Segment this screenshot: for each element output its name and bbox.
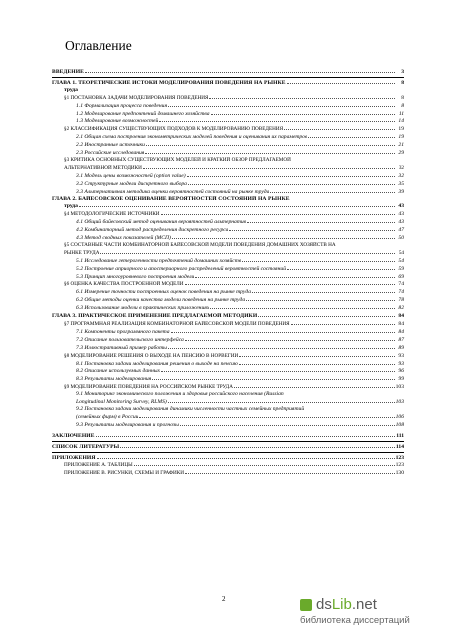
toc-entry-title: ГЛАВА 3. ПРАКТИЧЕСКОЕ ПРИМЕНЕНИЕ ПРЕДЛАГАЕМОЙ МЕТОДИКИ <box>52 313 258 320</box>
toc-entry-page: 47 <box>398 227 404 234</box>
toc-leader-dots <box>270 188 395 193</box>
toc-leader-dots <box>308 133 395 138</box>
toc-entry[interactable] <box>52 202 404 210</box>
toc-entry-title: 6.1 Измерение точности построенных оценок поведения на рынке труда <box>76 289 251 296</box>
toc-entry-title: ВВЕДЕНИЕ <box>52 69 85 75</box>
toc-entry-title: 1.2 Моделирование предпочтений домашнего хозяйства <box>76 110 210 117</box>
toc-entry-page: 82 <box>398 305 404 312</box>
toc-entry-page: 84 <box>398 328 404 335</box>
toc-leader-dots <box>234 383 395 388</box>
toc-entry[interactable] <box>52 398 404 406</box>
book-icon <box>300 599 312 611</box>
toc-entry-title: РЫНКЕ ТРУДА <box>64 249 100 256</box>
toc-entry-page: 93 <box>398 352 404 359</box>
toc-entry-title: ГЛАВА 1. ТЕОРЕТИЧЕСКИЕ ИСТОКИ МОДЕЛИРОВАНИЯ ПОВЕДЕНИЯ НА РЫНКЕ <box>52 79 286 86</box>
toc-leader-dots <box>168 344 395 349</box>
toc-entry[interactable] <box>52 383 404 391</box>
toc-entry-title: §4 МЕТОДОЛОГИЧЕСКИЕ ИСТОЧНИКИ <box>64 211 160 218</box>
toc-entry[interactable] <box>52 242 404 249</box>
toc-entry[interactable] <box>52 164 404 172</box>
toc-entry[interactable] <box>52 375 404 383</box>
toc-entry[interactable] <box>52 336 404 344</box>
toc-entry[interactable] <box>52 133 404 141</box>
toc-leader-dots <box>247 218 395 223</box>
toc-entry[interactable] <box>52 304 404 312</box>
toc-leader-dots <box>195 273 395 278</box>
toc-entry-title: §8 МОДЕЛИРОВАНИЕ РЕШЕНИЯ О ВЫХОДЕ НА ПЕНСИЮ В НОРВЕГИИ <box>64 352 239 359</box>
toc-entry-page: 43 <box>398 211 404 218</box>
toc-entry-title: 9.1 Мониторинг экономического положения и здоровья российского населения (Russian <box>76 391 284 398</box>
toc-entry-title: труда <box>64 86 78 93</box>
toc-leader-dots <box>246 296 395 301</box>
toc-entry-page: 39 <box>398 188 404 195</box>
toc-entry-title: ПРИЛОЖЕНИЯ <box>52 454 96 461</box>
toc-entry-page: 19 <box>398 126 404 133</box>
toc-entry-page: 8 <box>401 94 404 101</box>
toc-entry[interactable] <box>52 149 404 157</box>
toc-entry[interactable] <box>52 352 404 360</box>
toc-entry-title: §9 МОДЕЛИРОВАНИЕ ПОВЕДЕНИЯ НА РОССИЙСКОМ РЫНКЕ ТРУДА <box>64 384 233 391</box>
toc-entry-page: 130 <box>395 470 404 477</box>
toc-entry-page: 59 <box>398 265 404 272</box>
toc-entry-title: 7.2 Описание пользовательского интерфейса <box>76 336 184 343</box>
toc-entry[interactable] <box>52 218 404 226</box>
toc-entry-title: 5.2 Построение априорного и апостериорного распределений вероятностей состояний <box>76 265 287 272</box>
toc-entry-page: 29 <box>398 150 404 157</box>
toc-entry-page: 32 <box>398 164 404 171</box>
toc-entry-page: 43 <box>398 219 404 226</box>
toc-entry-title: 8.2 Описание используемых данных <box>76 368 160 375</box>
toc-leader-dots <box>159 117 395 122</box>
toc-entry[interactable] <box>52 406 404 413</box>
toc-entry[interactable] <box>52 180 404 188</box>
toc-entry-page: 78 <box>398 297 404 304</box>
toc-entry[interactable] <box>52 102 404 110</box>
toc-entry[interactable] <box>52 391 404 398</box>
toc-entry-title: 4.1 Общий байесовский метод оценивания вероятностей альтернатив <box>76 219 247 226</box>
toc-entry-page: 54 <box>398 249 404 256</box>
toc-entry-title: 3.3 Альтернативная методика оценки вероятностей состояний на рынке труда <box>76 188 270 195</box>
watermark-tagline: библиотека диссертаций <box>300 615 410 626</box>
toc-entry[interactable] <box>52 94 404 102</box>
toc-entry-title: §3 КРИТИКА ОСНОВНЫХ СУЩЕСТВУЮЩИХ МОДЕЛЕЙ И КРАТКИЙ ОБЗОР ПРЕДЛАГАЕМОЙ <box>64 156 291 163</box>
toc-entry-page: 114 <box>395 443 404 450</box>
toc-leader-dots <box>242 257 395 262</box>
toc-entry[interactable] <box>52 265 404 273</box>
toc-entry-page: 32 <box>398 172 404 179</box>
toc-entry-page: 108 <box>395 421 404 428</box>
toc-entry-page: 43 <box>398 203 404 210</box>
toc-leader-dots <box>287 79 395 84</box>
toc-leader-dots <box>171 328 395 333</box>
toc-divider <box>52 441 404 442</box>
toc-entry[interactable] <box>52 421 404 429</box>
toc-leader-dots <box>211 110 395 115</box>
toc-entry-title: §5 СОСТАВНЫЕ ЧАСТИ КОМБИНАТОРНОЙ БАЙЕСОВСКОЙ МОДЕЛИ ПОВЕДЕНИЯ ДОМАШНИХ ХОЗЯЙСТВ НА <box>64 241 336 248</box>
toc-entry-page: 21 <box>398 142 404 149</box>
toc-entry[interactable] <box>52 328 404 336</box>
toc-leader-dots <box>161 367 395 372</box>
toc-entry-page: 111 <box>396 432 404 439</box>
toc-entry-title: 2.1 Общая схема построения эконометрических моделей поведения и оценивания их параметров <box>76 134 308 141</box>
toc-leader-dots <box>258 312 395 317</box>
toc-leader-dots <box>291 320 395 325</box>
toc-entry[interactable] <box>52 443 404 451</box>
toc-entry[interactable] <box>52 249 404 257</box>
toc-entry[interactable] <box>52 141 404 149</box>
toc-entry-title: 3.2 Структурные модели дискретного выбора <box>76 180 187 187</box>
toc-entry-title: §7 ПРОГРАММНАЯ РЕАЛИЗАЦИЯ КОМБИНАТОРНОЙ БАЙЕСОВСКОЙ МОДЕЛИ ПОВЕДЕНИЯ <box>64 321 290 327</box>
toc-entry-page: 103 <box>395 384 404 391</box>
toc-entry-title: ГЛАВА 2. БАЙЕСОВСКОЕ ОЦЕНИВАНИЕ ВЕРОЯТНОСТЕЙ СОСТОЯНИЙ НА РЫНКЕ <box>52 195 290 202</box>
toc-leader-dots <box>152 375 395 380</box>
toc-entry[interactable] <box>52 296 404 304</box>
toc-entry-page: 123 <box>395 462 404 469</box>
toc-leader-dots <box>145 149 395 154</box>
toc-divider <box>52 452 404 453</box>
toc-entry[interactable] <box>52 280 404 288</box>
toc-entry-page: 19 <box>398 134 404 141</box>
toc-entry-page: 87 <box>398 336 404 343</box>
watermark-brand: dsLib.net <box>316 596 377 613</box>
toc-entry-title: СПИСОК ЛИТЕРАТУРЫ <box>52 443 120 450</box>
toc-leader-dots <box>85 68 395 73</box>
toc-entry-page: 89 <box>398 344 404 351</box>
toc-entry-page: 8 <box>401 102 404 109</box>
toc-entry-page: 84 <box>398 313 404 320</box>
toc-entry-page: 3 <box>401 69 404 75</box>
toc-entry-title: 5.3 Принцип многоуровневого построения модели <box>76 273 195 280</box>
toc-leader-dots <box>97 454 395 459</box>
toc-entry-title: 5.1 Исследование гетерогенности предпочтений домашних хозяйств <box>76 257 242 264</box>
toc-leader-dots <box>209 94 395 99</box>
toc-entry[interactable] <box>52 196 404 203</box>
toc-entry[interactable] <box>52 234 404 242</box>
toc-entry-title: 4.2 Комбинаторный метод распределения дискретного ресурса <box>76 227 229 234</box>
toc-entry-title: Longitudinal Monitoring Survey, RLMS) <box>76 399 167 406</box>
toc-leader-dots <box>120 443 395 448</box>
toc-entry-title: 2.3 Российские исследования <box>76 150 145 157</box>
toc-leader-dots <box>284 125 395 130</box>
toc-entry-title: 7.1 Компоненты программного пакета <box>76 328 170 335</box>
toc-entry-page: 84 <box>398 321 404 327</box>
toc-entry-title: (семейных фирм) в России <box>76 413 139 420</box>
toc-entry[interactable] <box>52 79 404 87</box>
toc-entry[interactable] <box>52 469 404 477</box>
toc-leader-dots <box>79 202 395 207</box>
toc-leader-dots <box>143 164 395 169</box>
toc-leader-dots <box>139 413 394 418</box>
toc-entry[interactable] <box>52 288 404 296</box>
table-of-contents <box>52 68 404 477</box>
toc-leader-dots <box>134 461 395 466</box>
toc-entry-title: 8.3 Результаты моделирования <box>76 376 152 383</box>
toc-entry-page: 74 <box>398 289 404 296</box>
page-title: Оглавление <box>65 38 132 53</box>
toc-entry-page: 96 <box>398 368 404 375</box>
toc-entry[interactable] <box>52 273 404 281</box>
toc-entry-title: 6.3 Использование модели в практических приложениях <box>76 305 210 312</box>
toc-entry-page: 103 <box>395 399 404 406</box>
toc-entry[interactable] <box>52 312 404 320</box>
toc-entry-title: §1 ПОСТАНОВКА ЗАДАЧИ МОДЕЛИРОВАНИЯ ПОВЕДЕНИЯ <box>64 94 209 101</box>
toc-leader-dots <box>96 432 395 437</box>
toc-entry[interactable] <box>52 157 404 164</box>
toc-entry-title: ЗАКЛЮЧЕНИЕ <box>52 432 95 439</box>
toc-entry[interactable] <box>52 360 404 368</box>
toc-entry-title: труда <box>64 203 78 210</box>
toc-entry-title: 2.2 Иностранные источники <box>76 142 145 149</box>
toc-leader-dots <box>168 398 395 403</box>
toc-entry-title: 9.2 Постановка задачи моделирования динамики численности частных семейных предприятий <box>76 405 305 412</box>
toc-leader-dots <box>146 141 395 146</box>
toc-entry-title: ПРИЛОЖЕНИЕ В. РИСУНКИ, СХЕМЫ И ГРАФИКИ <box>64 470 184 477</box>
toc-entry-title: 8.1 Постановка задачи моделирования решения о выходе на пенсию <box>76 360 238 367</box>
toc-entry-title: §6 ОЦЕНКА КАЧЕСТВА ПОСТРОЕННОЙ МОДЕЛИ <box>64 281 184 288</box>
toc-entry[interactable] <box>52 432 404 440</box>
toc-leader-dots <box>185 280 396 285</box>
toc-entry-page: 50 <box>398 235 404 242</box>
toc-leader-dots <box>180 421 395 426</box>
toc-entry[interactable] <box>52 226 404 234</box>
toc-entry[interactable] <box>52 454 404 462</box>
toc-entry-title: 9.3 Результаты моделирования и прогнозы <box>76 421 179 428</box>
toc-leader-dots <box>239 360 395 365</box>
toc-entry-title: 4.3 Метод сводных показателей (МСП) <box>76 235 171 242</box>
toc-leader-dots <box>185 336 395 341</box>
toc-leader-dots <box>252 288 395 293</box>
toc-entry-title: АЛЬТЕРНАТИВНОЙ МЕТОДИКИ <box>64 164 142 171</box>
toc-entry-page: 106 <box>395 413 404 420</box>
toc-entry-title: 3.1 Модель цены возможностей (option value) <box>76 172 186 179</box>
toc-entry[interactable] <box>52 257 404 265</box>
toc-entry[interactable] <box>52 367 404 375</box>
toc-leader-dots <box>287 265 395 270</box>
toc-leader-dots <box>239 352 395 357</box>
toc-entry-title: 6.2 Общие методы оценки качества модели поведения на рынке труда <box>76 297 246 304</box>
toc-entry[interactable] <box>52 413 404 421</box>
toc-leader-dots <box>161 210 395 215</box>
toc-entry-title: ПРИЛОЖЕНИЕ А. ТАБЛИЦЫ <box>64 462 133 469</box>
toc-entry[interactable] <box>52 117 404 125</box>
toc-entry[interactable] <box>52 172 404 180</box>
toc-entry-page: 54 <box>398 257 404 264</box>
toc-leader-dots <box>188 180 395 185</box>
toc-entry[interactable] <box>52 344 404 352</box>
toc-leader-dots <box>210 304 395 309</box>
toc-entry-page: 99 <box>398 376 404 383</box>
toc-entry[interactable] <box>52 210 404 218</box>
toc-leader-dots <box>187 172 395 177</box>
toc-leader-dots <box>168 102 395 107</box>
toc-entry-title: §2 КЛАССИФИКАЦИЯ СУЩЕСТВУЮЩИХ ПОДХОДОВ К МОДЕЛИРОВАНИЮ ПОВЕДЕНИЯ <box>64 126 284 133</box>
toc-entry-page: 69 <box>398 273 404 280</box>
toc-divider <box>52 77 404 78</box>
toc-entry-title: 1.3 Моделирование возможностей <box>76 118 159 125</box>
toc-entry[interactable] <box>52 320 404 328</box>
toc-entry[interactable] <box>52 110 404 118</box>
toc-entry-page: 35 <box>398 180 404 187</box>
toc-entry[interactable] <box>52 87 404 94</box>
toc-entry[interactable] <box>52 461 404 469</box>
toc-entry-page: 14 <box>398 118 404 125</box>
toc-entry-title: 7.3 Иллюстративный пример работы <box>76 344 167 351</box>
toc-leader-dots <box>100 249 395 254</box>
toc-entry-page: 8 <box>401 79 404 86</box>
toc-entry[interactable] <box>52 125 404 133</box>
toc-entry-page: 74 <box>398 281 404 288</box>
toc-entry-title: 1.1 Формализация процесса поведения <box>76 102 168 109</box>
toc-entry[interactable] <box>52 188 404 196</box>
toc-leader-dots <box>185 469 395 474</box>
toc-leader-dots <box>172 234 395 239</box>
toc-entry-page: 123 <box>395 454 404 461</box>
site-watermark-logo[interactable] <box>296 598 446 630</box>
toc-entry-page: 11 <box>398 110 404 117</box>
toc-entry-page: 93 <box>398 360 404 367</box>
toc-entry[interactable] <box>52 68 404 76</box>
page-number: 2 <box>222 595 226 603</box>
toc-leader-dots <box>229 226 395 231</box>
